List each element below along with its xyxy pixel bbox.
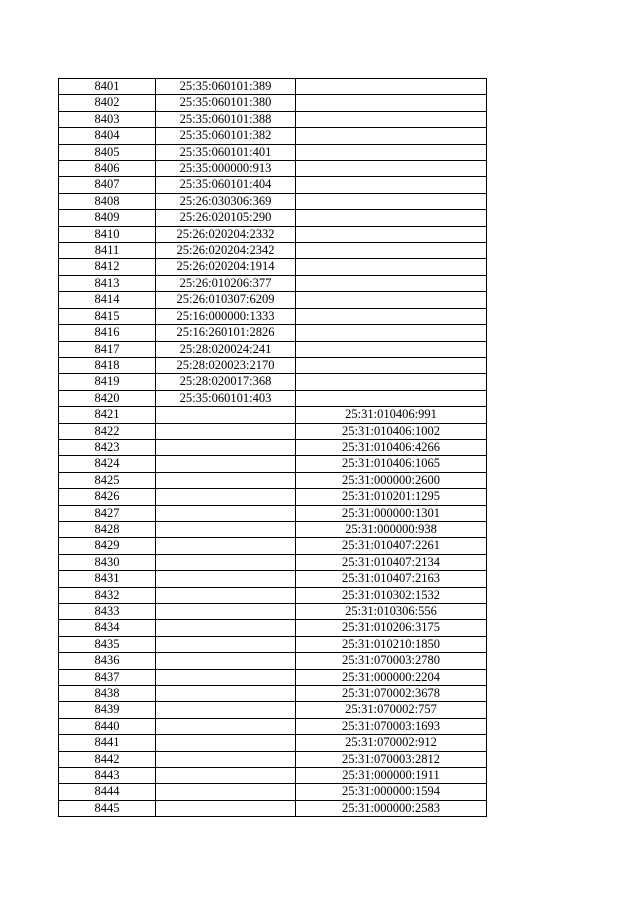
row-number-cell: 8403 xyxy=(59,111,156,127)
secondary-cadastral-number-cell: 25:31:070002:3678 xyxy=(296,686,487,702)
table-row xyxy=(59,423,487,439)
row-number-cell: 8414 xyxy=(59,292,156,308)
table-row xyxy=(59,226,487,242)
table-row xyxy=(59,800,487,816)
table-row xyxy=(59,111,487,127)
row-number-cell: 8430 xyxy=(59,554,156,570)
table-row xyxy=(59,210,487,226)
secondary-cadastral-number-cell: 25:31:070002:912 xyxy=(296,735,487,751)
cadastral-number-cell: 25:35:000000:913 xyxy=(156,161,296,177)
row-number-cell: 8411 xyxy=(59,243,156,259)
table-row xyxy=(59,407,487,423)
secondary-cadastral-number-cell xyxy=(296,275,487,291)
table-row xyxy=(59,735,487,751)
secondary-cadastral-number-cell xyxy=(296,193,487,209)
secondary-cadastral-number-cell: 25:31:000000:2204 xyxy=(296,669,487,685)
row-number-cell: 8415 xyxy=(59,308,156,324)
cadastral-number-cell: 25:26:020204:2342 xyxy=(156,243,296,259)
table-row xyxy=(59,489,487,505)
cadastral-number-cell xyxy=(156,636,296,652)
table-row xyxy=(59,620,487,636)
table-row xyxy=(59,456,487,472)
cadastral-number-cell: 25:16:000000:1333 xyxy=(156,308,296,324)
secondary-cadastral-number-cell xyxy=(296,374,487,390)
cadastral-number-cell xyxy=(156,554,296,570)
secondary-cadastral-number-cell: 25:31:010406:4266 xyxy=(296,439,487,455)
secondary-cadastral-number-cell xyxy=(296,226,487,242)
table-row xyxy=(59,357,487,373)
cadastral-number-cell xyxy=(156,653,296,669)
table-row xyxy=(59,177,487,193)
secondary-cadastral-number-cell: 25:31:010406:1002 xyxy=(296,423,487,439)
row-number-cell: 8439 xyxy=(59,702,156,718)
cadastral-number-cell: 25:35:060101:403 xyxy=(156,390,296,406)
cadastral-number-cell xyxy=(156,489,296,505)
secondary-cadastral-number-cell xyxy=(296,128,487,144)
secondary-cadastral-number-cell: 25:31:010201:1295 xyxy=(296,489,487,505)
cadastral-number-cell xyxy=(156,472,296,488)
cadastral-number-cell xyxy=(156,439,296,455)
cadastral-number-cell xyxy=(156,686,296,702)
table-row xyxy=(59,79,487,95)
secondary-cadastral-number-cell: 25:31:010407:2261 xyxy=(296,538,487,554)
cadastral-number-cell: 25:35:060101:401 xyxy=(156,144,296,160)
row-number-cell: 8421 xyxy=(59,407,156,423)
row-number-cell: 8436 xyxy=(59,653,156,669)
cadastral-number-cell: 25:35:060101:382 xyxy=(156,128,296,144)
secondary-cadastral-number-cell: 25:31:010407:2134 xyxy=(296,554,487,570)
cadastral-number-cell: 25:35:060101:388 xyxy=(156,111,296,127)
table-row xyxy=(59,374,487,390)
table-row xyxy=(59,653,487,669)
row-number-cell: 8408 xyxy=(59,193,156,209)
row-number-cell: 8406 xyxy=(59,161,156,177)
row-number-cell: 8424 xyxy=(59,456,156,472)
cadastral-number-cell xyxy=(156,669,296,685)
row-number-cell: 8445 xyxy=(59,800,156,816)
secondary-cadastral-number-cell: 25:31:070002:757 xyxy=(296,702,487,718)
row-number-cell: 8437 xyxy=(59,669,156,685)
cadastral-number-cell: 25:26:010206:377 xyxy=(156,275,296,291)
secondary-cadastral-number-cell: 25:31:000000:2600 xyxy=(296,472,487,488)
row-number-cell: 8409 xyxy=(59,210,156,226)
cadastral-number-cell xyxy=(156,718,296,734)
row-number-cell: 8435 xyxy=(59,636,156,652)
table-row xyxy=(59,341,487,357)
row-number-cell: 8416 xyxy=(59,325,156,341)
secondary-cadastral-number-cell xyxy=(296,341,487,357)
table-row xyxy=(59,390,487,406)
cadastral-number-cell xyxy=(156,407,296,423)
row-number-cell: 8417 xyxy=(59,341,156,357)
secondary-cadastral-number-cell xyxy=(296,95,487,111)
row-number-cell: 8440 xyxy=(59,718,156,734)
table-row xyxy=(59,161,487,177)
table-row xyxy=(59,718,487,734)
secondary-cadastral-number-cell: 25:31:000000:2583 xyxy=(296,800,487,816)
secondary-cadastral-number-cell: 25:31:010406:1065 xyxy=(296,456,487,472)
secondary-cadastral-number-cell: 25:31:000000:1301 xyxy=(296,505,487,521)
row-number-cell: 8443 xyxy=(59,768,156,784)
secondary-cadastral-number-cell xyxy=(296,161,487,177)
row-number-cell: 8433 xyxy=(59,604,156,620)
row-number-cell: 8405 xyxy=(59,144,156,160)
table-row xyxy=(59,636,487,652)
secondary-cadastral-number-cell: 25:31:010210:1850 xyxy=(296,636,487,652)
secondary-cadastral-number-cell: 25:31:010407:2163 xyxy=(296,571,487,587)
row-number-cell: 8422 xyxy=(59,423,156,439)
row-number-cell: 8401 xyxy=(59,79,156,95)
table-row xyxy=(59,439,487,455)
cadastral-number-cell xyxy=(156,735,296,751)
cadastral-number-cell xyxy=(156,587,296,603)
table-row xyxy=(59,768,487,784)
row-number-cell: 8432 xyxy=(59,587,156,603)
cadastral-number-table xyxy=(58,78,487,817)
table-row xyxy=(59,308,487,324)
secondary-cadastral-number-cell: 25:31:010206:3175 xyxy=(296,620,487,636)
table-row xyxy=(59,292,487,308)
cadastral-number-cell xyxy=(156,751,296,767)
cadastral-number-cell xyxy=(156,538,296,554)
cadastral-number-cell: 25:28:020017:368 xyxy=(156,374,296,390)
table-row xyxy=(59,702,487,718)
table-row xyxy=(59,571,487,587)
row-number-cell: 8426 xyxy=(59,489,156,505)
row-number-cell: 8418 xyxy=(59,357,156,373)
table-row xyxy=(59,144,487,160)
row-number-cell: 8429 xyxy=(59,538,156,554)
secondary-cadastral-number-cell xyxy=(296,357,487,373)
cadastral-number-cell: 25:26:030306:369 xyxy=(156,193,296,209)
cadastral-number-cell: 25:16:260101:2826 xyxy=(156,325,296,341)
row-number-cell: 8434 xyxy=(59,620,156,636)
cadastral-number-cell: 25:28:020024:241 xyxy=(156,341,296,357)
cadastral-number-cell xyxy=(156,423,296,439)
cadastral-number-cell: 25:26:020204:1914 xyxy=(156,259,296,275)
cadastral-number-cell: 25:26:020105:290 xyxy=(156,210,296,226)
secondary-cadastral-number-cell: 25:31:000000:1594 xyxy=(296,784,487,800)
table-row xyxy=(59,193,487,209)
row-number-cell: 8428 xyxy=(59,521,156,537)
cadastral-number-cell: 25:26:010307:6209 xyxy=(156,292,296,308)
secondary-cadastral-number-cell: 25:31:010406:991 xyxy=(296,407,487,423)
table-row xyxy=(59,669,487,685)
table-row xyxy=(59,275,487,291)
table-row xyxy=(59,538,487,554)
row-number-cell: 8420 xyxy=(59,390,156,406)
table-row xyxy=(59,128,487,144)
secondary-cadastral-number-cell: 25:31:070003:1693 xyxy=(296,718,487,734)
table-row xyxy=(59,604,487,620)
row-number-cell: 8412 xyxy=(59,259,156,275)
cadastral-number-cell xyxy=(156,702,296,718)
secondary-cadastral-number-cell: 25:31:000000:1911 xyxy=(296,768,487,784)
row-number-cell: 8419 xyxy=(59,374,156,390)
table-row xyxy=(59,243,487,259)
row-number-cell: 8431 xyxy=(59,571,156,587)
row-number-cell: 8423 xyxy=(59,439,156,455)
table-body xyxy=(59,79,487,817)
table-row xyxy=(59,521,487,537)
cadastral-number-cell xyxy=(156,571,296,587)
row-number-cell: 8402 xyxy=(59,95,156,111)
secondary-cadastral-number-cell: 25:31:070003:2812 xyxy=(296,751,487,767)
table-row xyxy=(59,784,487,800)
secondary-cadastral-number-cell xyxy=(296,325,487,341)
table-row xyxy=(59,554,487,570)
cadastral-number-cell xyxy=(156,620,296,636)
cadastral-number-cell xyxy=(156,521,296,537)
row-number-cell: 8444 xyxy=(59,784,156,800)
row-number-cell: 8407 xyxy=(59,177,156,193)
secondary-cadastral-number-cell: 25:31:000000:938 xyxy=(296,521,487,537)
secondary-cadastral-number-cell xyxy=(296,79,487,95)
cadastral-number-cell: 25:35:060101:380 xyxy=(156,95,296,111)
secondary-cadastral-number-cell xyxy=(296,177,487,193)
secondary-cadastral-number-cell xyxy=(296,111,487,127)
secondary-cadastral-number-cell xyxy=(296,308,487,324)
secondary-cadastral-number-cell xyxy=(296,292,487,308)
cadastral-number-cell xyxy=(156,456,296,472)
row-number-cell: 8413 xyxy=(59,275,156,291)
secondary-cadastral-number-cell xyxy=(296,210,487,226)
cadastral-number-cell: 25:35:060101:389 xyxy=(156,79,296,95)
row-number-cell: 8425 xyxy=(59,472,156,488)
secondary-cadastral-number-cell: 25:31:010306:556 xyxy=(296,604,487,620)
cadastral-number-cell: 25:28:020023:2170 xyxy=(156,357,296,373)
secondary-cadastral-number-cell xyxy=(296,243,487,259)
cadastral-number-cell xyxy=(156,604,296,620)
row-number-cell: 8404 xyxy=(59,128,156,144)
cadastral-number-cell: 25:26:020204:2332 xyxy=(156,226,296,242)
cadastral-number-cell xyxy=(156,768,296,784)
row-number-cell: 8410 xyxy=(59,226,156,242)
secondary-cadastral-number-cell: 25:31:010302:1532 xyxy=(296,587,487,603)
cadastral-number-cell xyxy=(156,800,296,816)
table-row xyxy=(59,686,487,702)
row-number-cell: 8427 xyxy=(59,505,156,521)
secondary-cadastral-number-cell xyxy=(296,259,487,275)
cadastral-number-cell: 25:35:060101:404 xyxy=(156,177,296,193)
table-row xyxy=(59,587,487,603)
secondary-cadastral-number-cell xyxy=(296,390,487,406)
row-number-cell: 8441 xyxy=(59,735,156,751)
secondary-cadastral-number-cell: 25:31:070003:2780 xyxy=(296,653,487,669)
table-row xyxy=(59,505,487,521)
table-row xyxy=(59,751,487,767)
cadastral-number-cell xyxy=(156,505,296,521)
row-number-cell: 8442 xyxy=(59,751,156,767)
cadastral-number-cell xyxy=(156,784,296,800)
secondary-cadastral-number-cell xyxy=(296,144,487,160)
table-row xyxy=(59,325,487,341)
table-row xyxy=(59,95,487,111)
table-row xyxy=(59,259,487,275)
table-row xyxy=(59,472,487,488)
row-number-cell: 8438 xyxy=(59,686,156,702)
